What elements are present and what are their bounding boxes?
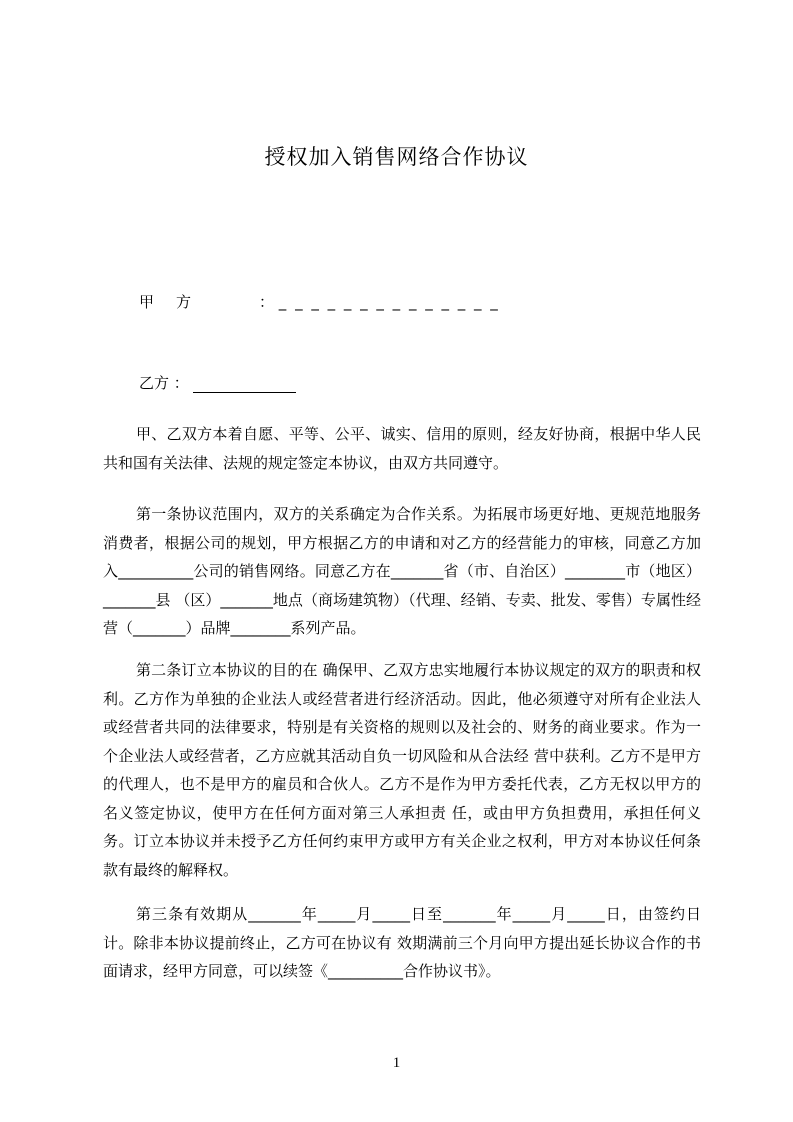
party-a-colon: ： [259,293,275,311]
party-b-label: 乙方 ： [139,374,189,392]
paragraph-preamble: 甲、乙双方本着自愿、平等、公平、诚实、信用的原则，经友好协商，根据中华人民共和国有关法律、法规的规定签定本协议，由双方共同遵守。 [103,425,701,472]
party-a-label: 甲方 [139,293,214,311]
paragraph-article-2: 第二条订立本协议的目的在 确保甲、乙双方忠实地履行本协议规定的双方的职责和权利。乙方作为单独的企业法人或经营者进行经济活动。因此，他必须遵守对所有企业法人或经营者共同的法律要求，特别是有关资格的规则以及社会的、财务的商业要求。作为一个企业法人或经营者，乙方应就其活动自负一切风险和从合法经 营中获利。乙方不是甲方的代理人，也不是甲方的雇员和合伙人。乙方不是作为甲方委托代表，乙方无权以甲方的名义签定协议，使甲方在任何方面对第三人承担责 任，或由甲方负担费用，承担任何义务。订立本协议并未授予乙方任何约束甲方或甲方有关企业之权利，甲方对本协议任何条款有最终的解释权。 [103,661,701,879]
document-title: 授权加入销售网络合作协议 [264,145,529,169]
party-a-line [139,291,704,312]
paragraph-article-3: 第三条有效期从_______年_____月_____日至_______年_____月_____日，由签约日计。除非本协议提前终止，乙方可在协议有 效期满前三个月向甲方提出延长协议合作的书面请求，经甲方同意，可以续签《__________合作协议书》。 [103,905,701,980]
page-number: 1 [392,1055,401,1071]
party-b-line [139,372,296,393]
party-b-blank [193,376,296,393]
party-a-blank: _ _ _ _ _ _ _ _ _ _ _ _ _ _ [278,293,500,311]
paragraph-article-1: 第一条协议范围内，双方的关系确定为合作关系。为拓展市场更好地、更规范地服务消费者，根据公司的规划，甲方根据乙方的申请和对乙方的经营能力的审核，同意乙方加入__________公司的销售网络。同意乙方在_______省（市、自治区）________市（地区）_______县 （区）_______地点（商场建筑物）（代理、经销、专卖、批发、零售）专属性经营（_______）品牌________系列产品。 [103,505,701,637]
